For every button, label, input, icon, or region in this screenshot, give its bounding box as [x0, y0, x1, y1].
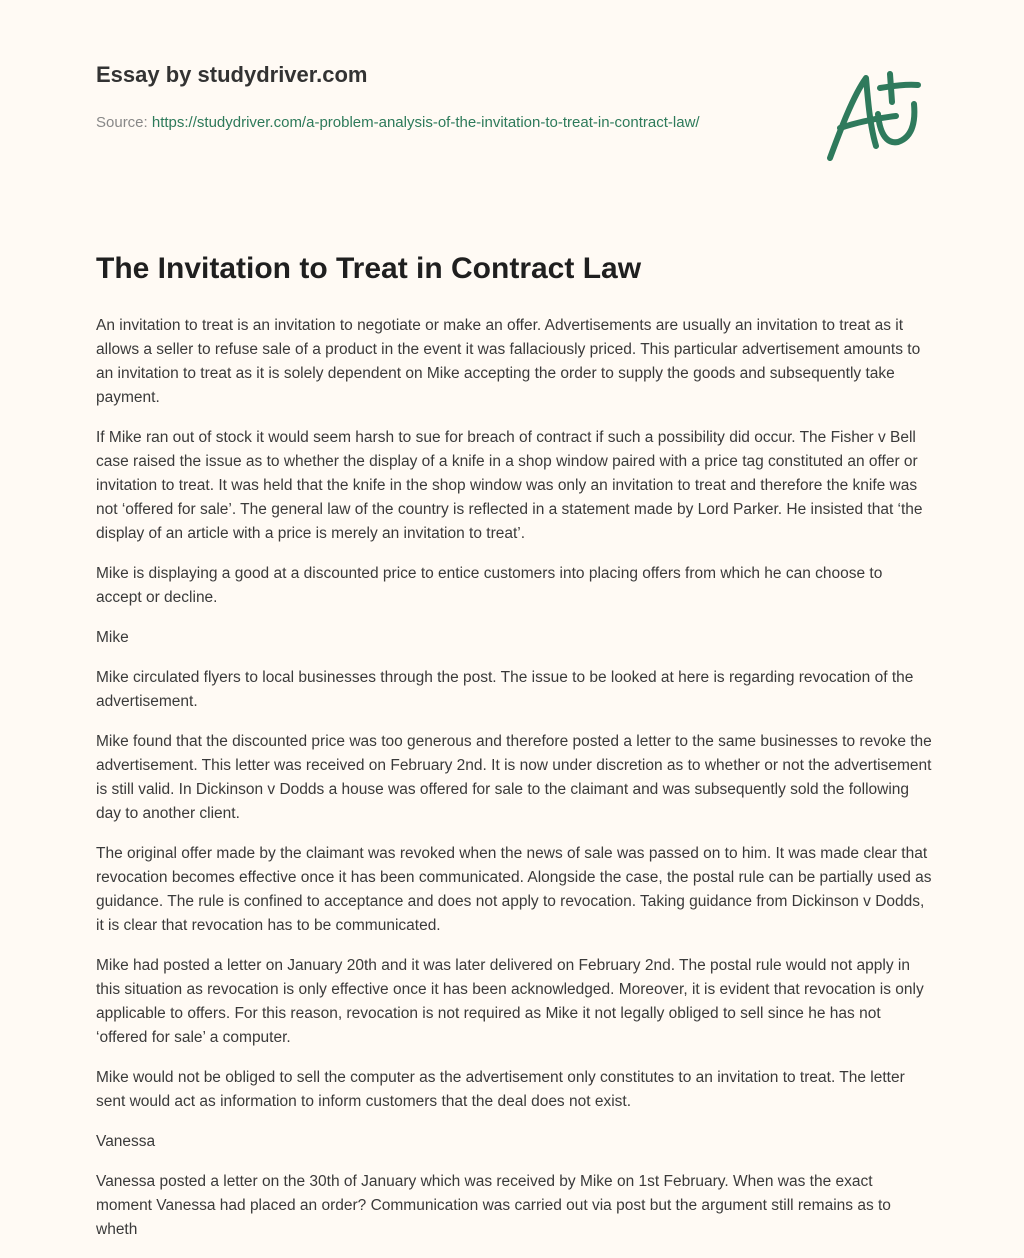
a-plus-logo-icon [818, 66, 928, 166]
paragraph: Mike would not be obliged to sell the computer as the advertisement only constitutes to an invitation to treat. The letter sent would act as information to inform customers that the deal does not exist. [96, 1069, 905, 1110]
paragraph: Mike had posted a letter on January 20th and it was later delivered on February 2nd. The postal rule would not apply in this situation as revocation is only effective once it has been acknowledged. Moreover, it is evident that revocation is only applicable to offers. For this reason, revocation is not required as Mike it not legally obliged to sell since he has not ‘offered for sale’ a computer. [96, 957, 924, 1046]
paragraph: Mike circulated flyers to local businesses through the post. The issue to be looked at here is regarding revocation of the advertisement. [96, 669, 914, 710]
paragraph: Vanessa posted a letter on the 30th of January which was received by Mike on 1st February. When was the exact moment Vanessa had placed an order? Communication was carried out via post but the argument still remains as to wheth [96, 1173, 891, 1238]
section-heading-vanessa: Vanessa [96, 1133, 156, 1150]
paragraph: Mike found that the discounted price was too generous and therefore posted a letter to the same businesses to revoke the advertisement. This letter was received on February 2nd. It is now under discretion as to whether or not the advertisement is still valid. In Dickinson v Dodds a house was offered for sale to the claimant and was subsequently sold the following day to another client. [96, 733, 932, 822]
article-body [96, 314, 932, 1258]
paragraph: The original offer made by the claimant was revoked when the news of sale was passed on to him. It was made clear that revocation becomes effective once it has been communicated. Alongside the case, the postal rule can be partially used as guidance. The rule is confined to acceptance and does not apply to revocation. Taking guidance from Dickinson v Dodds, it is clear that revocation has to be communicated. [96, 845, 932, 934]
paragraph: Mike is displaying a good at a discounted price to entice customers into placing offers from which he can choose to accept or decline. [96, 565, 883, 606]
article-title: The Invitation to Treat in Contract Law [96, 252, 642, 285]
paragraph: If Mike ran out of stock it would seem harsh to sue for breach of contract if such a possibility did occur. The Fisher v Bell case raised the issue as to whether the display of a knife in a shop window paired with a price tag constituted an offer or invitation to treat. It was held that the knife in the shop window was only an invitation to treat and therefore the knife was not ‘offered for sale’. The general law of the country is reflected in a statement made by Lord Parker. He insisted that ‘the display of an article with a price is merely an invitation to treat’. [96, 429, 923, 542]
section-heading-mike: Mike [96, 629, 129, 646]
source-line [96, 111, 756, 135]
source-link[interactable]: https://studydriver.com/a-problem-analysis-of-the-invitation-to-treat-in-contract-law/ [151, 114, 700, 131]
site-title: Essay by studydriver.com [96, 62, 368, 87]
source-label: Source: [96, 114, 148, 131]
paragraph: An invitation to treat is an invitation to negotiate or make an offer. Advertisements are usually an invitation to treat as it allows a seller to refuse sale of a product in the event it was fallaciously priced. This particular advertisement amounts to an invitation to treat as it is solely dependent on Mike accepting the order to supply the goods and subsequently take payment. [96, 317, 921, 406]
